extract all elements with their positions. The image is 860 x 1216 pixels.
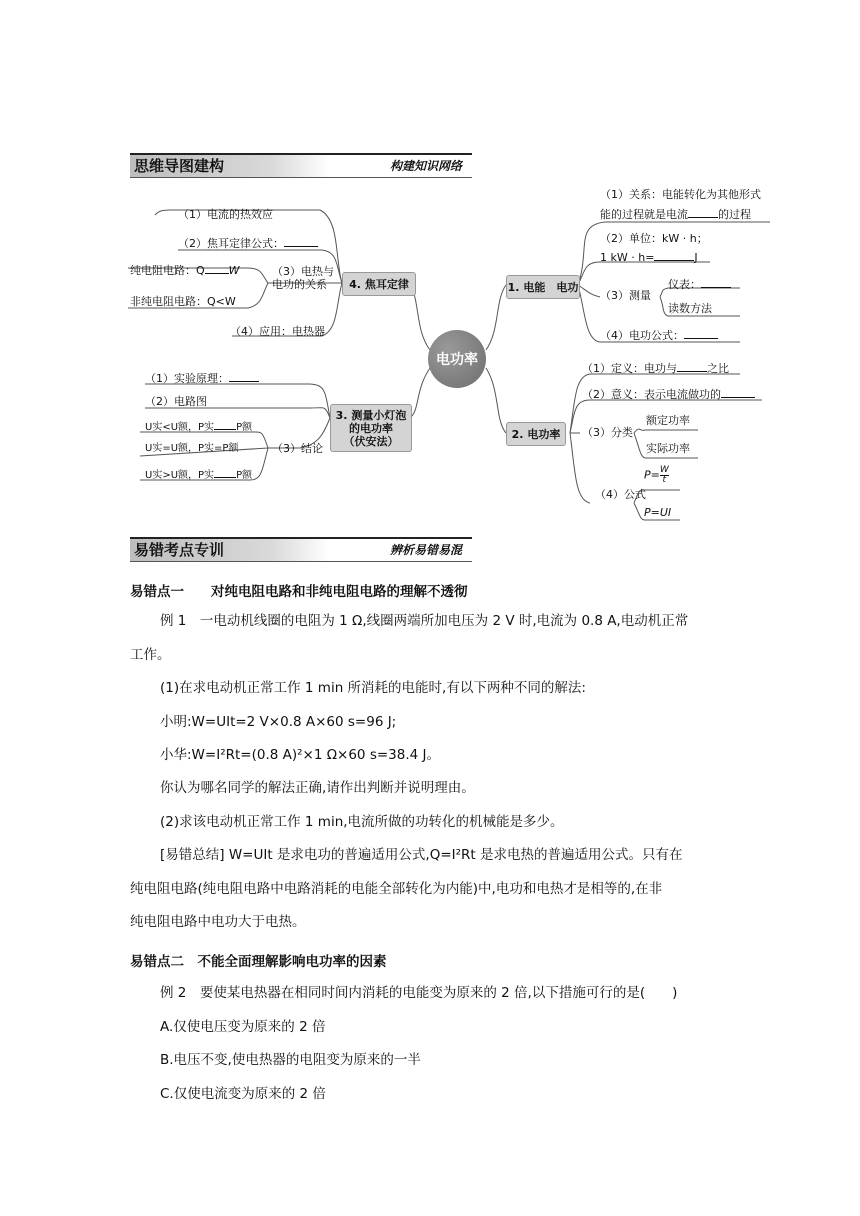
- n3-item-c: （3）结论: [272, 442, 323, 455]
- n4-item-c1b: W: [228, 264, 240, 277]
- mindmap-center: 电功率: [428, 330, 486, 388]
- node-electric-power: 2. 电功率: [506, 422, 566, 446]
- option-c: C.仅使电流变为原来的 2 倍: [160, 1086, 326, 1102]
- node-measure-line-3: （伏安法）: [343, 434, 399, 448]
- n2-item-d1: [644, 466, 669, 485]
- n2-item-c2: 实际功率: [646, 442, 690, 455]
- formula-lhs: P=: [644, 468, 660, 482]
- n1-item-c2: 读数方法: [668, 302, 712, 315]
- blank: [684, 327, 718, 339]
- n3-item-b: （2）电路图: [145, 395, 207, 408]
- option-a: A.仅使电压变为原来的 2 倍: [160, 1019, 326, 1035]
- question2: (2)求该电动机正常工作 1 min,电流所做的功转化的机械能是多少。: [160, 814, 564, 830]
- n1-item-c: （3）测量: [600, 289, 651, 302]
- fraction-denominator: t: [662, 475, 667, 485]
- errors-banner: [130, 537, 472, 562]
- summary-line3: 纯电阻电路中电功大于电热。: [130, 914, 306, 930]
- n4-item-a: （1）电流的热效应: [178, 208, 273, 221]
- blank: [701, 276, 731, 288]
- n3-item-c3: [145, 466, 252, 483]
- n1-item-b: （2）单位：kW · h；: [600, 232, 708, 245]
- n2-item-b: [582, 386, 755, 402]
- mindmap-banner-subtitle: 构建知识网络: [389, 159, 462, 173]
- mindmap-banner-title: 思维导图建构: [130, 155, 330, 177]
- blank: [654, 249, 694, 261]
- n2-item-d2: P=UI: [644, 506, 672, 519]
- n1-item-a: （1）关系：电能转化为其他形式: [600, 188, 761, 201]
- xiaohua-solution: 小华:W=I²Rt=(0.8 A)²×1 Ω×60 s=38.4 J。: [160, 747, 440, 763]
- example1-line1: 例 1 一电动机线圈的电阻为 1 Ω,线圈两端所加电压为 2 V 时,电流为 0.8 A,电动机正常: [160, 613, 689, 629]
- n3-item-c3-text: U实>U额，P实: [145, 470, 215, 481]
- n4-item-d: （4）应用：电热器: [230, 325, 325, 338]
- n2-item-c: （3）分类: [582, 426, 633, 439]
- blank: [721, 386, 755, 398]
- n2-item-d: （4）公式: [595, 488, 646, 501]
- n3-item-c2: U实=U额，P实=P额: [145, 443, 239, 454]
- n1-item-c1-text: 仪表：: [668, 278, 701, 291]
- n4-item-c: [272, 265, 334, 291]
- n1-item-a2: [600, 206, 751, 222]
- n2-item-a-end: 之比: [707, 362, 729, 375]
- n4-item-c1: [130, 262, 240, 278]
- n1-item-d-text: （4）电功公式：: [600, 329, 684, 342]
- n4-item-b-text: （2）焦耳定律公式：: [178, 237, 284, 250]
- question-judge: 你认为哪名同学的解法正确,请作出判断并说明理由。: [160, 780, 475, 796]
- n1-item-c1: [668, 276, 731, 292]
- n1-item-a2a: 能的过程就是电流: [600, 208, 688, 221]
- n4-item-c-line2: 电功的关系: [272, 278, 327, 291]
- blank: [229, 370, 259, 382]
- blank: [214, 418, 236, 430]
- n3-item-a: [145, 370, 259, 386]
- errors-banner-title: 易错考点专训: [130, 539, 330, 561]
- xiaoming-solution: 小明:W=UIt=2 V×0.8 A×60 s=96 J;: [160, 714, 397, 730]
- question1: (1)在求电动机正常工作 1 min 所消耗的电能时,有以下两种不同的解法:: [160, 680, 586, 696]
- n2-item-c1: 额定功率: [646, 414, 690, 427]
- n3-item-a-text: （1）实验原理：: [145, 372, 229, 385]
- n3-item-c1: [145, 418, 252, 435]
- blank: [284, 235, 318, 247]
- node-measure-line-1: 3. 测量小灯泡: [335, 408, 407, 422]
- example1-line2: 工作。: [130, 647, 171, 663]
- n3-item-c1-text: U实<U额，P实: [145, 422, 215, 433]
- summary-line1: [易错总结] W=UIt 是求电功的普遍适用公式,Q=I²Rt 是求电热的普遍适用公式。只有在: [160, 847, 683, 863]
- n4-item-b: [178, 235, 318, 251]
- n3-item-c3-end: P额: [236, 470, 253, 481]
- n1-item-a2b: 的过程: [718, 208, 751, 221]
- n2-item-a: [582, 360, 729, 376]
- node-joule-law: 4. 焦耳定律: [342, 272, 416, 296]
- n4-item-c2: 非纯电阻电路：Q<W: [130, 295, 236, 308]
- blank: [205, 262, 229, 274]
- blank: [688, 206, 718, 218]
- n1-item-b2-text: 1 kW · h=: [600, 251, 655, 264]
- option-b: B.电压不变,使电热器的电阻变为原来的一半: [160, 1052, 421, 1068]
- blank: [677, 360, 707, 372]
- n2-item-a-text: （1）定义：电功与: [582, 362, 677, 375]
- n3-item-c1-end: P额: [236, 422, 253, 433]
- node-electric-energy-work: 1. 电能 电功: [506, 275, 580, 299]
- example2: 例 2 要使某电热器在相同时间内消耗的电能变为原来的 2 倍,以下措施可行的是( ): [160, 985, 678, 1001]
- n2-item-b-text: （2）意义：表示电流做功的: [582, 388, 721, 401]
- summary-line2: 纯电阻电路(纯电阻电路中电路消耗的电能全部转化为内能)中,电功和电热才是相等的,在非: [130, 881, 663, 897]
- section1-heading: 易错点一 对纯电阻电路和非纯电阻电路的理解不透彻: [130, 584, 468, 600]
- formula-fraction: [660, 466, 669, 485]
- fraction-numerator: W: [659, 465, 669, 475]
- n4-item-c1a: 纯电阻电路：Q: [130, 264, 205, 277]
- n4-item-c-line1: （3）电热与: [272, 265, 334, 278]
- blank: [214, 466, 236, 478]
- errors-banner-subtitle: 辨析易错易混: [389, 543, 462, 557]
- node-measure-bulb-power: [330, 404, 412, 452]
- n1-item-b2-unit: J: [694, 251, 698, 264]
- n1-item-d: [600, 327, 718, 343]
- node-measure-line-2: 的电功率: [349, 421, 393, 435]
- n1-item-b2: [600, 249, 698, 265]
- section2-heading: 易错点二 不能全面理解影响电功率的因素: [130, 954, 387, 970]
